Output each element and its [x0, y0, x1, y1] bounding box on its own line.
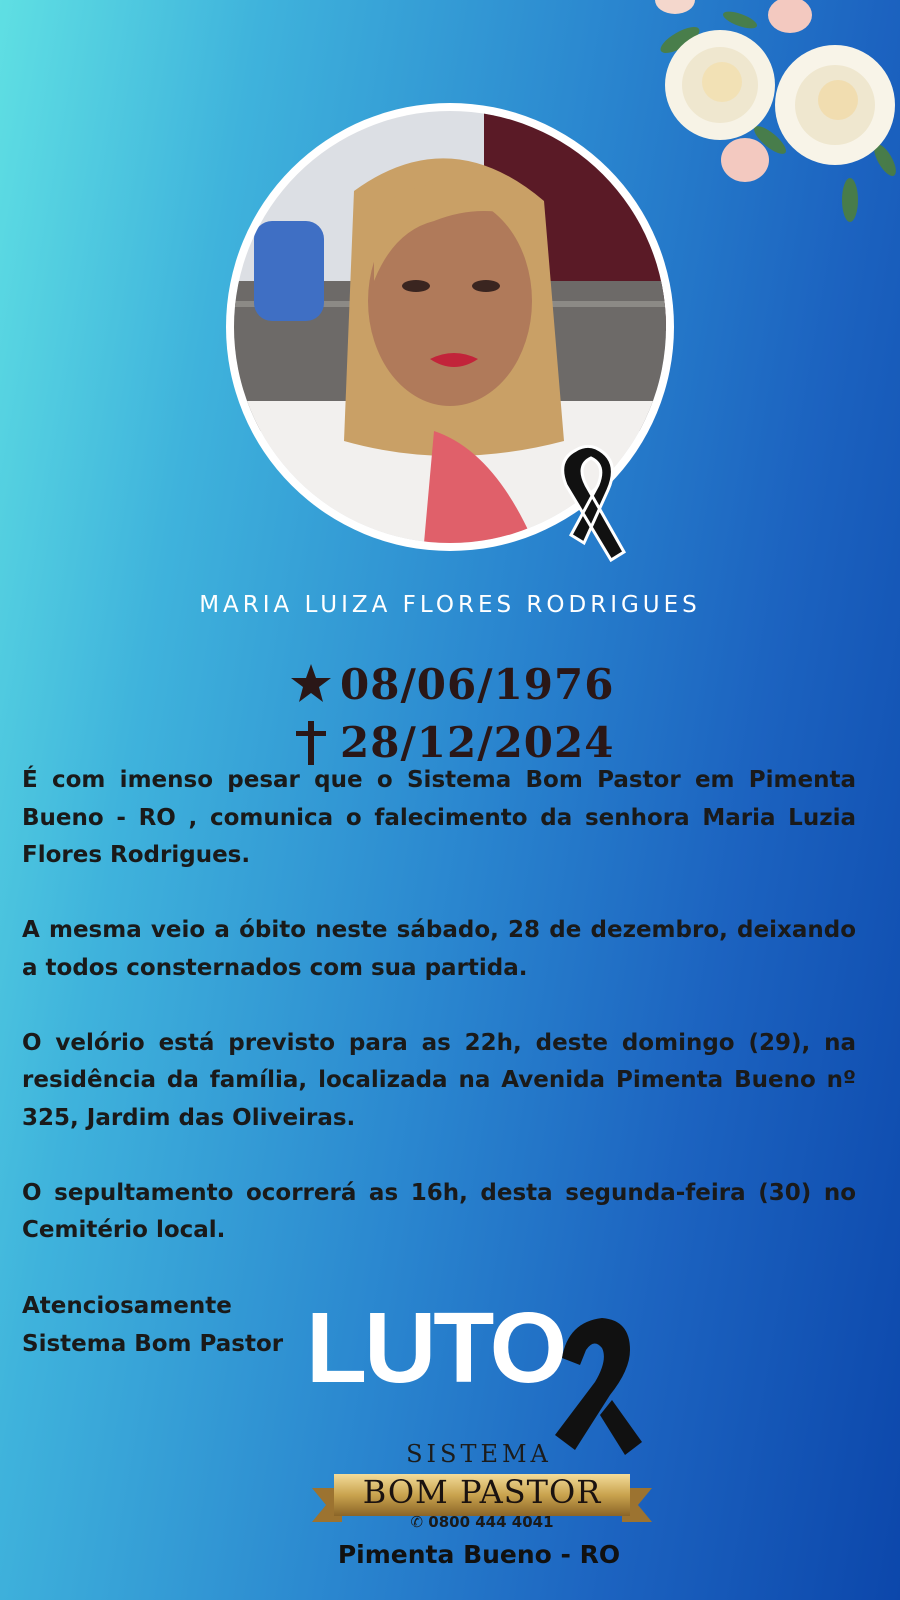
deceased-name: MARIA LUIZA FLORES RODRIGUES — [199, 592, 701, 618]
luto-title: LUTO — [306, 1292, 565, 1404]
paragraph-death: A mesma veio a óbito neste sábado, 28 de dezembro, deixando a todos consternados com sua partida. — [22, 917, 856, 981]
black-ribbon-icon — [536, 440, 636, 565]
announcement-text — [22, 762, 856, 1287]
logo-city: Pimenta Bueno - RO — [337, 1540, 621, 1569]
signature — [22, 1288, 283, 1363]
death-date: 28/12/2024 — [340, 717, 615, 767]
cross-icon — [290, 719, 332, 765]
logo-brand: BOM PASTOR — [362, 1473, 602, 1511]
black-ribbon-large-icon — [550, 1310, 650, 1460]
birth-date-row — [290, 654, 614, 714]
logo-sistema: SISTEMA — [406, 1440, 552, 1468]
birth-date: 08/06/1976 — [340, 659, 615, 709]
paragraph-burial: O sepultamento ocorrerá as 16h, desta segunda-feira (30) no Cemitério local. — [22, 1179, 856, 1243]
paragraph-wake: O velório está previsto para as 22h, deste domingo (29), na residência da família, localizada na Avenida Pimenta Bueno nº 325, Jardim das Oliveiras. — [22, 1029, 856, 1131]
star-icon — [290, 661, 332, 707]
signature-closing: Atenciosamente — [22, 1293, 232, 1319]
paragraph-announcement: É com imenso pesar que o Sistema Bom Pastor em Pimenta Bueno - RO , comunica o falecimento da senhora Maria Luzia Flores Rodrigues. — [22, 767, 856, 868]
logo-phone: ✆ 0800 444 4041 — [410, 1513, 554, 1531]
signature-org: Sistema Bom Pastor — [22, 1330, 284, 1357]
white-roses-decoration — [650, 0, 900, 240]
